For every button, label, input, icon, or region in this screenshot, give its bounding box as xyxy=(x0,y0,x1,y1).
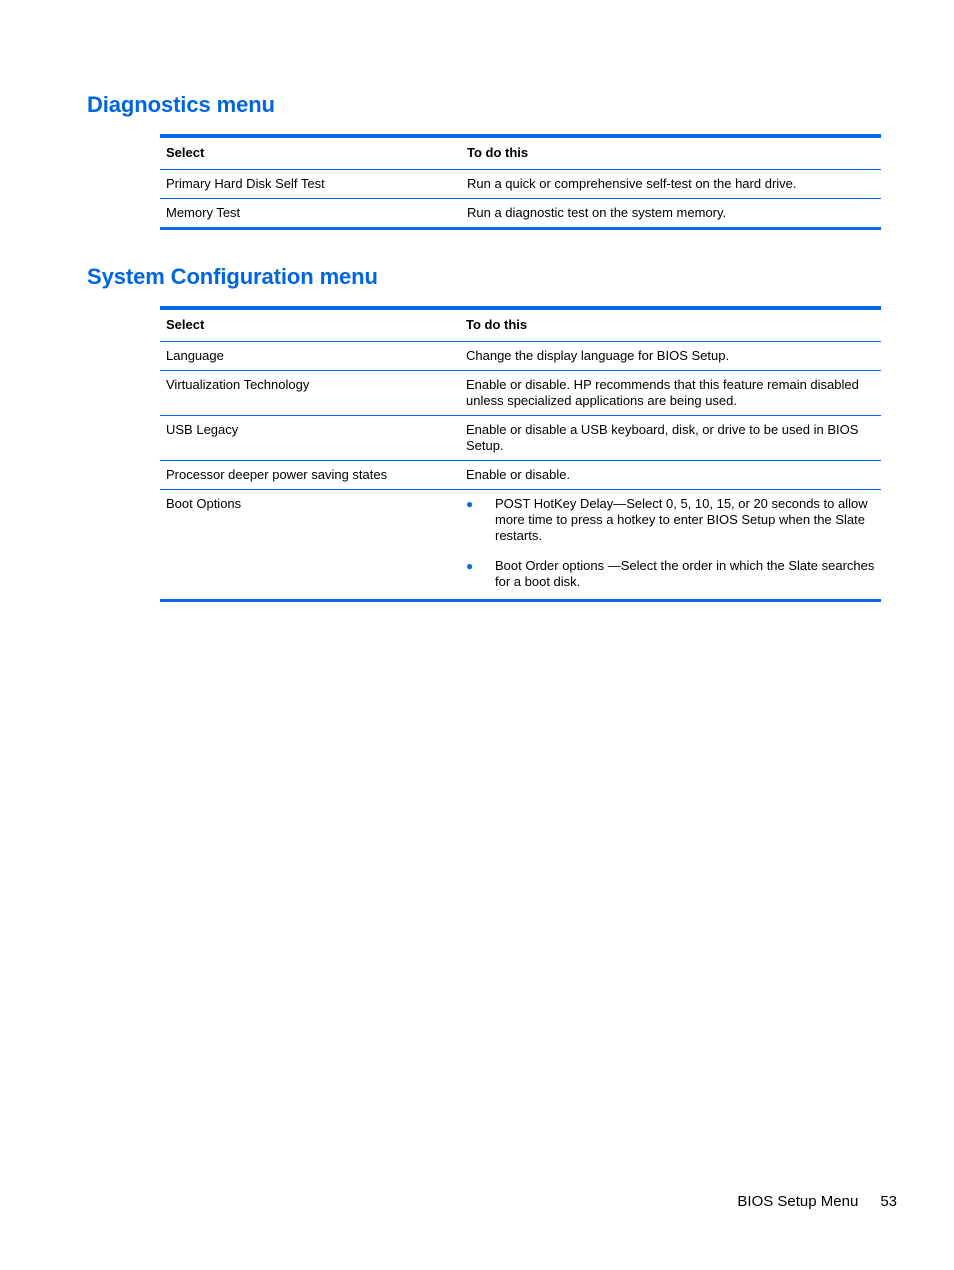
diagnostics-menu-title: Diagnostics menu xyxy=(87,92,275,117)
page-number: 53 xyxy=(880,1193,897,1210)
action-cell: Run a quick or comprehensive self-test on the hard drive. xyxy=(461,170,881,199)
select-cell: Primary Hard Disk Self Test xyxy=(160,170,461,199)
table-header-row xyxy=(160,308,881,342)
table-row xyxy=(160,342,881,371)
action-cell xyxy=(460,490,881,601)
table-row xyxy=(160,371,881,416)
bullet-icon: ● xyxy=(466,559,474,573)
boot-options-list xyxy=(466,496,875,590)
action-cell: Enable or disable a USB keyboard, disk, or drive to be used in BIOS Setup. xyxy=(460,416,881,461)
select-cell: USB Legacy xyxy=(160,416,460,461)
table-row xyxy=(160,490,881,601)
action-cell: Enable or disable. HP recommends that this feature remain disabled unless specialized applications are being used. xyxy=(460,371,881,416)
table-header-row xyxy=(160,136,881,170)
column-header-select: Select xyxy=(160,136,461,170)
list-item xyxy=(466,496,875,544)
column-header-select: Select xyxy=(160,308,460,342)
action-cell: Run a diagnostic test on the system memory. xyxy=(467,205,727,220)
table-row xyxy=(160,416,881,461)
action-cell: Change the display language for BIOS Setup. xyxy=(460,342,881,371)
column-header-action: To do this xyxy=(461,136,881,170)
system-configuration-menu-table xyxy=(160,306,881,602)
table-row xyxy=(160,199,881,229)
select-cell: Virtualization Technology xyxy=(160,371,460,416)
bullet-icon: ● xyxy=(466,497,474,511)
select-cell: Language xyxy=(160,342,460,371)
system-configuration-menu-title: System Configuration menu xyxy=(87,264,378,289)
select-cell: Processor deeper power saving states xyxy=(160,461,460,490)
table-row xyxy=(160,170,881,199)
diagnostics-menu-table xyxy=(160,134,881,230)
select-cell: Boot Options xyxy=(166,496,242,511)
action-cell: Enable or disable. xyxy=(460,461,881,490)
footer-section-name: BIOS Setup Menu xyxy=(737,1193,859,1210)
column-header-action: To do this xyxy=(460,308,881,342)
page-footer xyxy=(737,1193,897,1210)
table-row xyxy=(160,461,881,490)
list-item-text: POST HotKey Delay—Select 0, 5, 10, 15, or 20 seconds to allow more time to press a hotkey to enter BIOS Setup when the Slate restarts. xyxy=(495,496,868,543)
select-cell: Memory Test xyxy=(166,205,241,220)
list-item-text: Boot Order options —Select the order in which the Slate searches for a boot disk. xyxy=(495,558,875,589)
list-item xyxy=(466,558,875,590)
